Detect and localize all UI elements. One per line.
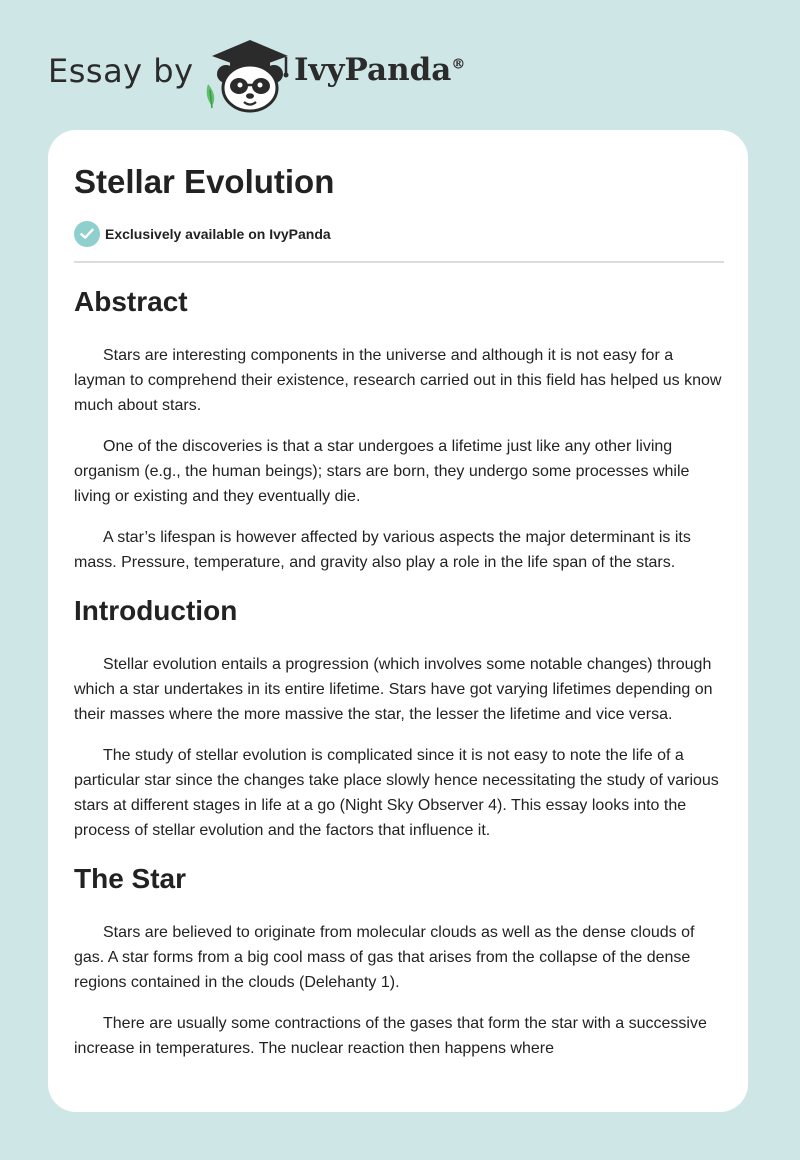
essay-card [48, 130, 748, 1112]
paragraph: A star’s lifespan is however affected by various aspects the major determinant is its mass. Pressure, temperature, and gravity also play a role in the life span of the stars. [74, 529, 691, 571]
brand-name-text: IvyPanda [294, 52, 452, 88]
brand-name [294, 52, 465, 88]
registered-mark: ® [451, 56, 466, 73]
check-circle-icon [74, 221, 100, 247]
exclusive-label: Exclusively available on IvyPanda [105, 226, 331, 242]
panda-logo-icon [202, 34, 292, 114]
section-heading-abstract: Abstract [74, 286, 188, 317]
title-divider [74, 261, 724, 263]
paragraph: The study of stellar evolution is complicated since it is not easy to note the life of a particular star since the changes take place slowly hence necessitating the study of various stars at different stages in life at a go (Night Sky Observer 4). This essay looks into the process of stellar evolution and the factors that influence it. [74, 747, 719, 839]
paragraph: Stellar evolution entails a progression (which involves some notable changes) through which a star undertakes in its entire lifetime. Stars have got varying lifetimes depending on their masses where the more massive the star, the lesser the lifetime and vice versa. [74, 656, 713, 723]
section-heading-the-star: The Star [74, 863, 187, 894]
essay-body [74, 280, 724, 1061]
brand-header [48, 30, 508, 114]
paragraph: There are usually some contractions of the gases that form the star with a successive increase in temperatures. The nuclear reaction then happens where [74, 1015, 707, 1057]
section-heading-introduction: Introduction [74, 595, 238, 626]
brand-prefix: Essay by [48, 52, 194, 90]
paragraph: One of the discoveries is that a star undergoes a lifetime just like any other living organism (e.g., the human beings); stars are born, they undergo some processes while living or existing and they eventually die. [74, 438, 690, 505]
exclusive-badge [74, 221, 331, 247]
paragraph: Stars are believed to originate from molecular clouds as well as the dense clouds of gas. A star forms from a big cool mass of gas that arises from the collapse of the dense regions contained in the clouds (Delehanty 1). [74, 924, 695, 991]
paragraph: Stars are interesting components in the universe and although it is not easy for a layman to comprehend their existence, research carried out in this field has helped us know much about stars. [74, 347, 722, 414]
page-title: Stellar Evolution [74, 163, 335, 200]
